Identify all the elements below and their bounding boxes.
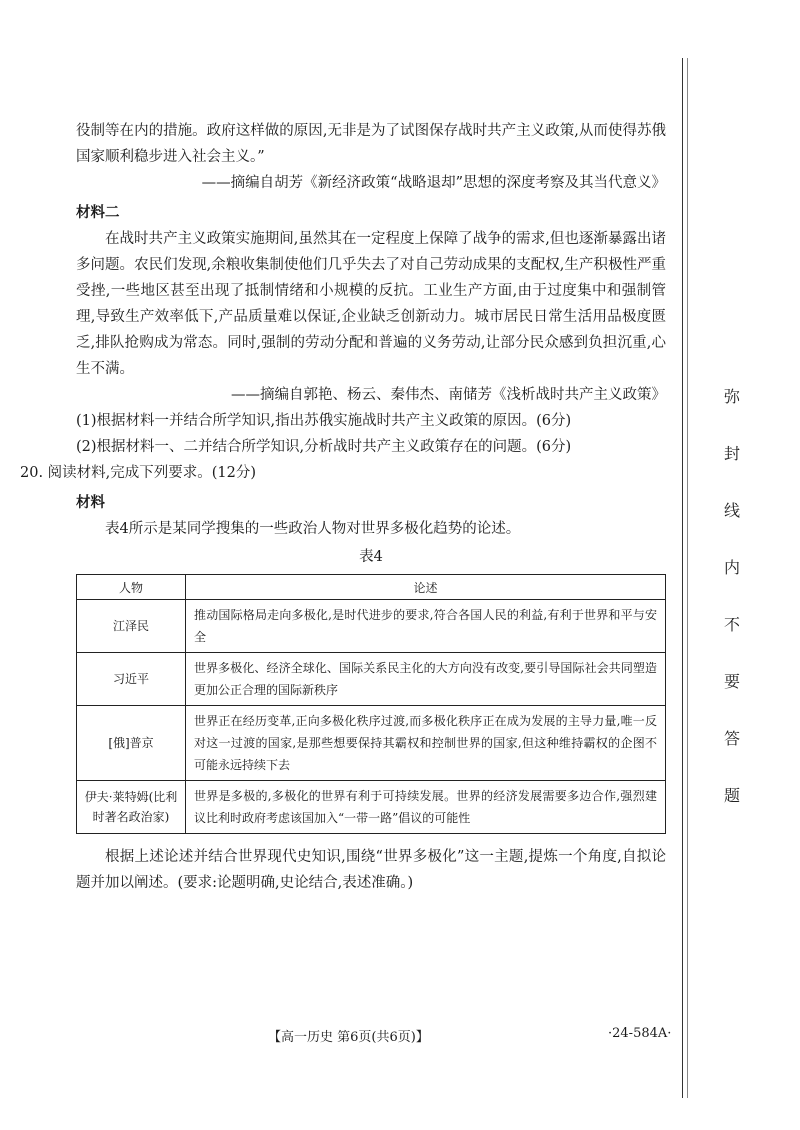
seal-char: 不 <box>723 615 740 634</box>
table-cell-person: [俄]普京 <box>77 706 186 781</box>
question-20: 20. 阅读材料,完成下列要求。(12分) <box>20 465 257 481</box>
statements-table <box>76 574 666 834</box>
seal-char: 题 <box>723 786 740 805</box>
table-row <box>77 600 666 653</box>
question-1: (1)根据材料一并结合所学知识,指出苏俄实施战时共产主义政策的原因。(6分) <box>76 413 572 429</box>
table-caption: 表4 <box>359 549 383 565</box>
seal-char: 线 <box>723 501 740 520</box>
citation-2: ——摘编自郭艳、杨云、秦伟杰、南储芳《浅析战时共产主义政策》 <box>231 387 666 403</box>
table-header-row <box>77 575 666 600</box>
seal-char: 弥 <box>723 387 740 406</box>
table-cell-person: 江泽民 <box>77 600 186 653</box>
seal-line-notice <box>712 368 752 824</box>
table-cell-statement: 世界正在经历变革,正向多极化秩序过渡,而多极化秩序正在成为发展的主导力量,唯一反对这一过渡的国家,是那些想要保持其霸权和控制世界的国家,但这种维持霸权的企图不可能永远持续下去 <box>186 706 666 781</box>
task-text: 根据上述论述并结合世界现代史知识,围绕“世界多极化”这一主题,提炼一个角度,自拟论题并加以阐述。(要求:论题明确,史论结合,表述准确。) <box>76 849 666 891</box>
page-content <box>20 118 666 896</box>
question-2: (2)根据材料一、二并结合所学知识,分析战时共产主义政策存在的问题。(6分) <box>76 439 572 455</box>
citation-1: ——摘编自胡芳《新经济政策“战略退却”思想的深度考察及其当代意义》 <box>201 175 666 191</box>
seal-line-inner <box>687 58 688 1098</box>
table-cell-statement: 世界多极化、经济全球化、国际关系民主化的大方向没有改变,要引导国际社会共同塑造更加公正合理的国际新秩序 <box>186 653 666 706</box>
table-row <box>77 653 666 706</box>
seal-char: 答 <box>723 729 740 748</box>
seal-char: 内 <box>723 558 740 577</box>
seal-char: 要 <box>723 672 740 691</box>
table-cell-statement: 推动国际格局走向多极化,是时代进步的要求,符合各国人民的利益,有利于世界和平与安全 <box>186 600 666 653</box>
seal-char: 封 <box>723 444 740 463</box>
table-cell-person: 习近平 <box>77 653 186 706</box>
table-header-statement: 论述 <box>186 575 666 600</box>
table-intro: 表4所示是某同学搜集的一些政治人物对世界多极化趋势的论述。 <box>105 521 521 537</box>
paragraph-top: 役制等在内的措施。政府这样做的原因,无非是为了试图保存战时共产主义政策,从而使得苏俄国家顺利稳步进入社会主义。” <box>76 123 666 165</box>
material-2-heading: 材料二 <box>76 204 120 221</box>
table-row <box>77 781 666 834</box>
table-header-person: 人物 <box>77 575 186 600</box>
table-row <box>77 706 666 781</box>
table-cell-statement: 世界是多极的,多极化的世界有利于可持续发展。世界的经济发展需要多边合作,强烈建议比利时政府考虑该国加入“一带一路”倡议的可能性 <box>186 781 666 834</box>
seal-line <box>682 58 683 1098</box>
footer-page-info: 【高一历史 第6页(共6页)】 <box>268 1030 429 1045</box>
table-cell-person: 伊夫·莱特姆(比利时著名政治家) <box>77 781 186 834</box>
footer-code: ·24-584A· <box>608 1026 672 1041</box>
material-heading: 材料 <box>76 494 105 511</box>
material-2-text: 在战时共产主义政策实施期间,虽然其在一定程度上保障了战争的需求,但也逐渐暴露出诸多问题。农民们发现,余粮收集制使他们几乎失去了对自己劳动成果的支配权,生产积极性严重受挫,一些地区甚至出现了抵制情绪和小规模的反抗。工业生产方面,由于过度集中和强制管理,导致生产效率低下,产品质量难以保证,企业缺乏创新动力。城市居民日常生活用品极度匮乏,排队抢购成为常态。同时,强制的劳动分配和普遍的义务劳动,让部分民众感到负担沉重,心生不满。 <box>76 231 666 377</box>
